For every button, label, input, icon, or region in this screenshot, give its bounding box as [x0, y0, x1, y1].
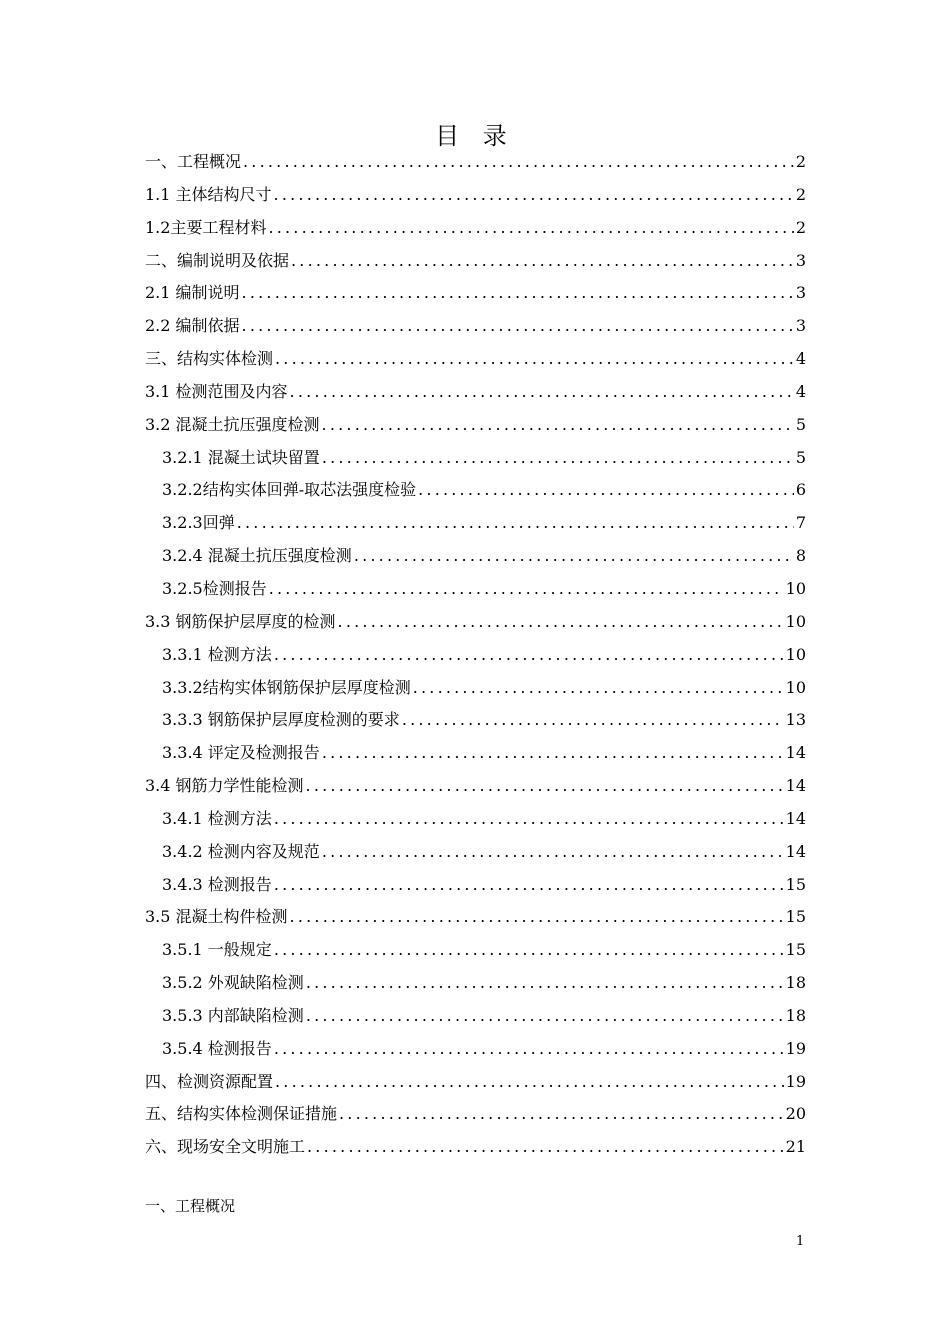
toc-entry-label: 1.1 主体结构尺寸 [145, 184, 272, 204]
toc-dot-leader [241, 146, 794, 179]
toc-entry-page: 2 [795, 217, 806, 237]
toc-entry[interactable] [145, 573, 806, 606]
toc-entry-page: 18 [785, 973, 806, 993]
toc-entry-page: 10 [785, 677, 806, 697]
table-of-contents [145, 146, 806, 1164]
toc-entry-label: 3.2.5检测报告 [162, 578, 267, 598]
toc-entry[interactable] [145, 409, 806, 442]
toc-dot-leader [320, 409, 794, 442]
toc-entry-label: 2.2 编制依据 [145, 316, 240, 336]
toc-dot-leader [304, 967, 784, 1000]
toc-entry-page: 3 [795, 316, 806, 336]
toc-dot-leader [416, 474, 794, 507]
toc-entry-page: 18 [785, 1005, 806, 1025]
toc-entry-page: 10 [785, 644, 806, 664]
toc-dot-leader [267, 573, 784, 606]
toc-entry-label: 三、结构实体检测 [145, 349, 274, 369]
toc-entry-page: 14 [785, 841, 806, 861]
toc-dot-leader [272, 1033, 784, 1066]
toc-entry[interactable] [145, 146, 806, 179]
toc-entry[interactable] [145, 1033, 806, 1066]
toc-entry-page: 15 [785, 940, 806, 960]
toc-entry[interactable] [145, 1000, 806, 1033]
toc-entry-label: 3.2.2结构实体回弹-取芯法强度检验 [162, 480, 417, 500]
toc-entry-label: 二、编制说明及依据 [145, 250, 290, 270]
toc-dot-leader [288, 376, 794, 409]
toc-entry[interactable] [145, 737, 806, 770]
toc-entry-page: 4 [795, 381, 806, 401]
toc-entry[interactable] [145, 474, 806, 507]
toc-entry-label: 3.4 钢筋力学性能检测 [145, 776, 304, 796]
toc-entry-label: 3.4.1 检测方法 [162, 808, 272, 828]
toc-dot-leader [304, 1000, 784, 1033]
toc-entry-label: 3.5.4 检测报告 [162, 1038, 272, 1058]
toc-title: 目 录 [435, 122, 515, 150]
toc-dot-leader [272, 179, 794, 212]
toc-entry[interactable] [145, 442, 806, 475]
toc-entry[interactable] [145, 179, 806, 212]
toc-entry-page: 8 [795, 546, 806, 566]
toc-entry-label: 六、现场安全文明施工 [145, 1137, 306, 1157]
toc-entry-label: 3.2 混凝土抗压强度检测 [145, 414, 320, 434]
toc-dot-leader [240, 310, 794, 343]
toc-entry[interactable] [145, 376, 806, 409]
toc-dot-leader [411, 672, 784, 705]
toc-entry-label: 3.2.1 混凝土试块留置 [162, 447, 320, 467]
toc-entry-page: 15 [785, 907, 806, 927]
toc-entry-label: 3.3.2结构实体钢筋保护层厚度检测 [162, 677, 411, 697]
toc-dot-leader [400, 704, 784, 737]
toc-entry-label: 3.5.2 外观缺陷检测 [162, 973, 304, 993]
toc-entry-label: 3.4.3 检测报告 [162, 874, 272, 894]
toc-entry[interactable] [145, 343, 806, 376]
toc-dot-leader [320, 836, 784, 869]
toc-entry[interactable] [145, 277, 806, 310]
toc-entry-page: 3 [795, 250, 806, 270]
toc-entry[interactable] [145, 507, 806, 540]
toc-entry[interactable] [145, 1098, 806, 1131]
toc-dot-leader [352, 540, 794, 573]
toc-entry-page: 6 [795, 480, 806, 500]
toc-dot-leader [289, 245, 794, 278]
toc-dot-leader [305, 1131, 784, 1164]
toc-entry[interactable] [145, 803, 806, 836]
toc-entry-label: 五、结构实体检测保证措施 [145, 1104, 338, 1124]
toc-dot-leader [240, 277, 794, 310]
toc-dot-leader [288, 901, 784, 934]
toc-dot-leader [273, 343, 794, 376]
toc-entry[interactable] [145, 836, 806, 869]
toc-entry[interactable] [145, 967, 806, 1000]
toc-entry-label: 3.2.3回弹 [162, 513, 235, 533]
toc-entry-label: 1.2主要工程材料 [145, 217, 267, 237]
toc-entry[interactable] [145, 1066, 806, 1099]
toc-entry-page: 2 [795, 152, 806, 171]
toc-entry-label: 3.5.3 内部缺陷检测 [162, 1005, 304, 1025]
toc-entry-label: 四、检测资源配置 [145, 1071, 274, 1091]
toc-dot-leader [320, 737, 784, 770]
toc-entry-label: 2.1 编制说明 [145, 283, 240, 303]
toc-entry-label: 3.3.4 评定及检测报告 [162, 743, 320, 763]
toc-entry-label: 3.5.1 一般规定 [162, 940, 272, 960]
toc-dot-leader [336, 606, 784, 639]
toc-dot-leader [337, 1098, 784, 1131]
toc-entry-page: 15 [785, 874, 806, 894]
toc-dot-leader [273, 1066, 784, 1099]
toc-entry-label: 3.2.4 混凝土抗压强度检测 [162, 546, 352, 566]
toc-entry-page: 14 [785, 743, 806, 763]
toc-dot-leader [235, 507, 794, 540]
toc-entry-label: 3.1 检测范围及内容 [145, 381, 288, 401]
toc-entry-page: 2 [795, 184, 806, 204]
toc-entry[interactable] [145, 540, 806, 573]
toc-entry-label: 一、工程概况 [145, 152, 242, 171]
toc-entry-label: 3.3 钢筋保护层厚度的检测 [145, 611, 336, 631]
toc-dot-leader [272, 639, 784, 672]
toc-entry[interactable] [145, 869, 806, 902]
toc-entry-page: 21 [785, 1137, 806, 1157]
toc-entry-page: 3 [795, 283, 806, 303]
toc-entry-page: 13 [785, 710, 806, 730]
toc-dot-leader [304, 770, 784, 803]
toc-entry-label: 3.3.1 检测方法 [162, 644, 272, 664]
toc-dot-leader [320, 442, 794, 475]
toc-dot-leader [272, 869, 784, 902]
toc-entry-label: 3.5 混凝土构件检测 [145, 907, 288, 927]
toc-entry[interactable] [145, 1131, 806, 1164]
toc-entry[interactable] [145, 639, 806, 672]
toc-entry[interactable] [145, 770, 806, 803]
toc-entry-page: 5 [795, 447, 806, 467]
toc-entry[interactable] [145, 310, 806, 343]
toc-entry[interactable] [145, 704, 806, 737]
toc-entry[interactable] [145, 212, 806, 245]
toc-entry-page: 14 [785, 776, 806, 796]
toc-entry-page: 14 [785, 808, 806, 828]
toc-entry-label: 3.3.3 钢筋保护层厚度检测的要求 [162, 710, 400, 730]
toc-entry-page: 20 [785, 1104, 806, 1124]
toc-entry-label: 3.4.2 检测内容及规范 [162, 841, 320, 861]
toc-entry-page: 4 [795, 349, 806, 369]
toc-entry[interactable] [145, 672, 806, 705]
toc-dot-leader [266, 212, 793, 245]
toc-dot-leader [272, 934, 784, 967]
toc-entry-page: 19 [785, 1071, 806, 1091]
toc-entry[interactable] [145, 934, 806, 967]
toc-entry-page: 10 [785, 578, 806, 598]
section-heading: 一、工程概况 [145, 1197, 236, 1215]
toc-dot-leader [272, 803, 784, 836]
page-number: 1 [796, 1234, 805, 1249]
toc-entry-page: 10 [785, 611, 806, 631]
toc-entry-page: 5 [795, 414, 806, 434]
toc-entry-page: 19 [785, 1038, 806, 1058]
toc-entry[interactable] [145, 606, 806, 639]
toc-entry[interactable] [145, 901, 806, 934]
toc-entry[interactable] [145, 245, 806, 278]
toc-entry-page: 7 [795, 513, 806, 533]
